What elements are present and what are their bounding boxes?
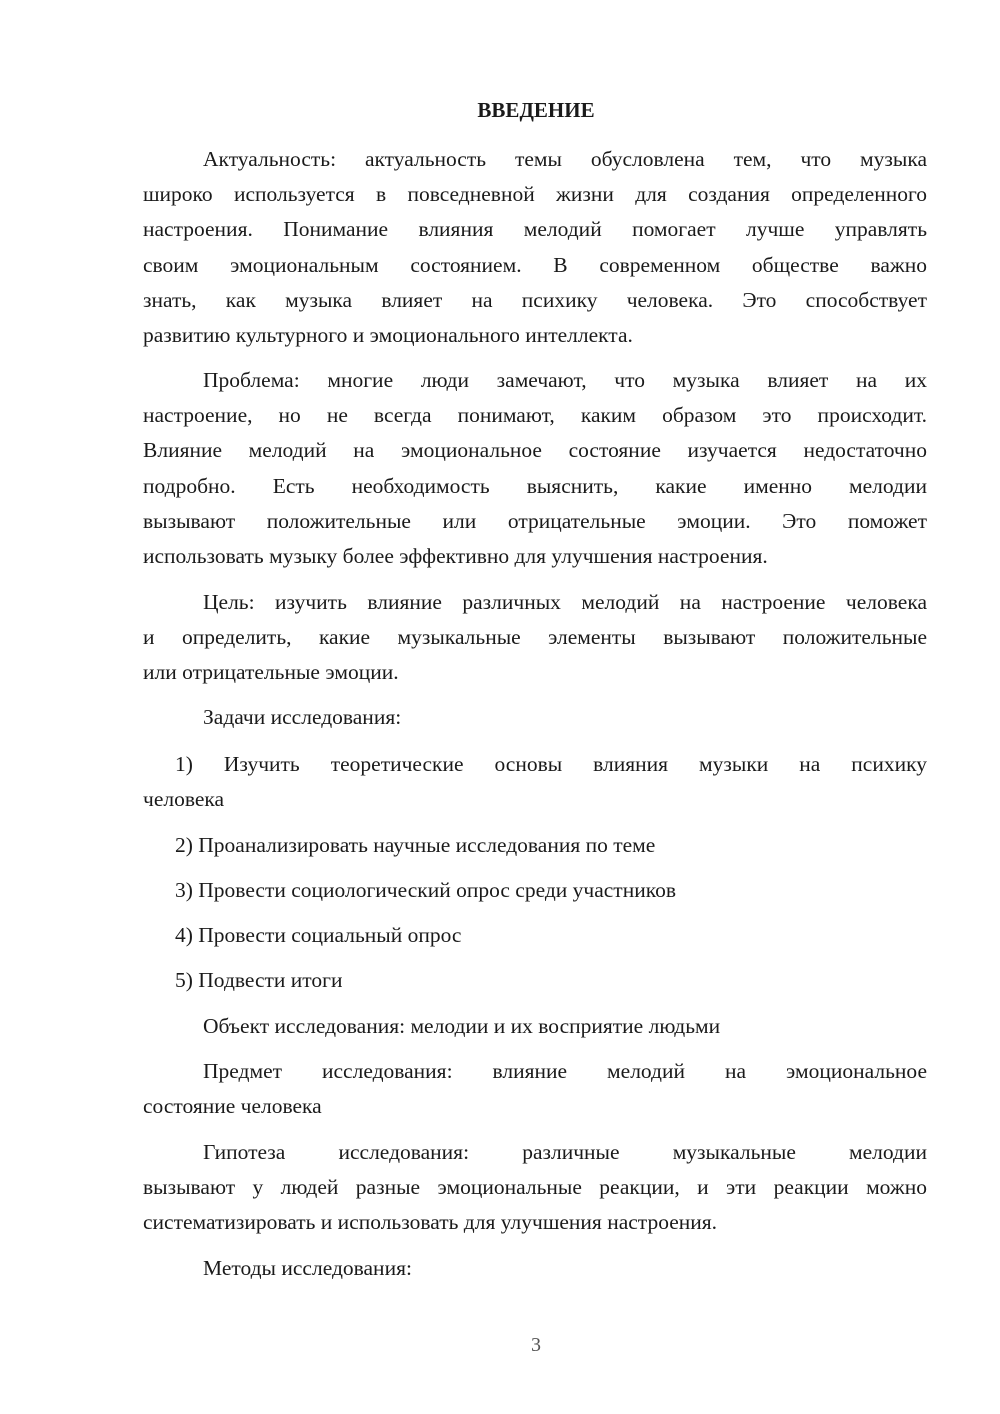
text-line: подробно. Есть необходимость выяснить, какие именно мелодии — [143, 473, 927, 498]
paragraph — [143, 873, 927, 908]
paragraph — [143, 700, 927, 735]
paragraph — [143, 1009, 927, 1044]
text-line: и определить, какие музыкальные элементы вызывают положительные — [143, 625, 927, 650]
text-line: Гипотеза исследования: различные музыкальные мелодии — [203, 1140, 927, 1164]
text-line: Проблема: многие люди замечают, что музыка влияет на их — [203, 368, 927, 392]
text-line: 1) Изучить теоретические основы влияния музыки на психику — [175, 752, 927, 776]
text-line: вызывают положительные или отрицательные эмоции. Это поможет — [143, 508, 927, 533]
text-line: Методы исследования: — [203, 1256, 412, 1280]
text-line: Задачи исследования: — [203, 705, 402, 729]
text-line: настроения. Понимание влияния мелодий помогает лучше управлять — [143, 217, 927, 242]
text-line: вызывают у людей разные эмоциональные реакции, и эти реакции можно — [143, 1175, 927, 1200]
section-title: ВВЕДЕНИЕ — [477, 98, 595, 122]
text-line: знать, как музыка влияет на психику человека. Это способствует — [143, 287, 927, 312]
text-line: Предмет исследования: влияние мелодий на эмоциональное — [203, 1059, 927, 1083]
text-line: Цель: изучить влияние различных мелодий на настроение человека — [203, 590, 927, 614]
paragraph — [143, 918, 927, 953]
text-line: Влияние мелодий на эмоциональное состояние изучается недостаточно — [143, 438, 927, 463]
paragraph — [143, 585, 927, 691]
paragraph — [143, 828, 927, 863]
paragraph — [143, 747, 927, 817]
text-line: 3) Провести социологический опрос среди участников — [175, 878, 676, 902]
text-line: использовать музыку более эффективно для улучшения настроения. — [143, 543, 768, 568]
text-line: человека — [143, 787, 225, 812]
text-line: Актуальность: актуальность темы обусловлена тем, что музыка — [203, 147, 927, 171]
text-line: систематизировать и использовать для улучшения настроения. — [143, 1210, 718, 1235]
text-line: или отрицательные эмоции. — [143, 660, 399, 685]
text-line: своим эмоциональным состоянием. В современном обществе важно — [143, 252, 927, 277]
paragraph — [143, 1054, 927, 1124]
text-line: Объект исследования: мелодии и их восприятие людьми — [203, 1014, 721, 1038]
text-line: широко используется в повседневной жизни для создания определенного — [143, 182, 927, 207]
text-line: 4) Провести социальный опрос — [175, 923, 462, 947]
paragraph — [143, 963, 927, 998]
page-number: 3 — [531, 1334, 541, 1356]
paragraph — [143, 142, 927, 353]
text-line: состояние человека — [143, 1094, 322, 1119]
text-line: 2) Проанализировать научные исследования по теме — [175, 833, 656, 857]
text-line: настроение, но не всегда понимают, каким образом это происходит. — [143, 403, 927, 428]
text-line: 5) Подвести итоги — [175, 968, 343, 992]
text-line: развитию культурного и эмоционального интеллекта. — [143, 322, 633, 347]
paragraph — [143, 1251, 927, 1286]
paragraph — [143, 1135, 927, 1241]
paragraph — [143, 363, 927, 574]
